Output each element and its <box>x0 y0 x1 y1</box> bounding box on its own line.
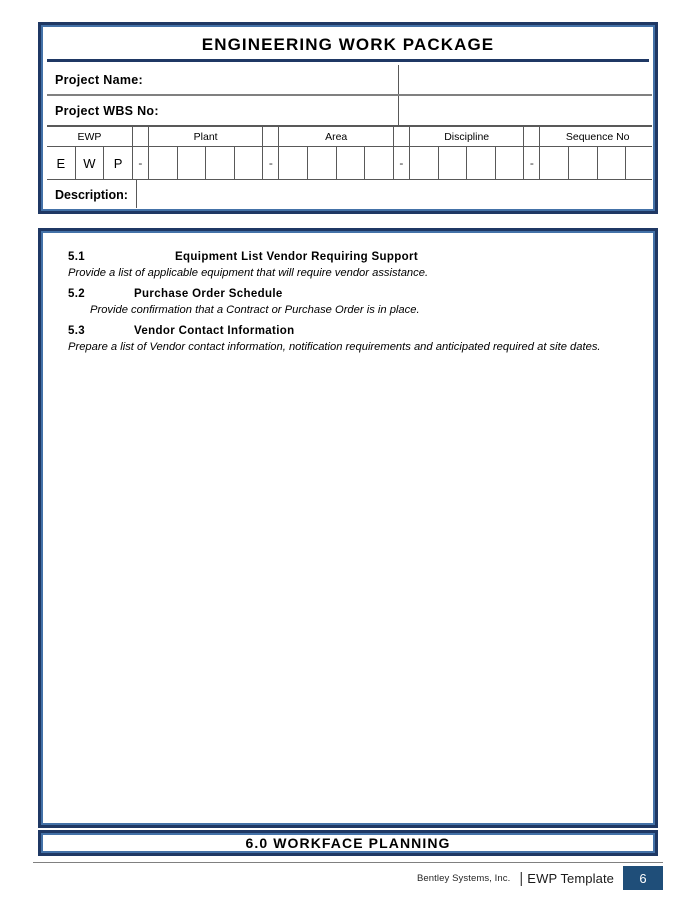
footer-bar-body <box>43 835 653 851</box>
ewp-header-block <box>38 22 658 214</box>
section-title: Purchase Order Schedule <box>134 288 283 301</box>
code-input-cell[interactable] <box>626 147 653 179</box>
section-heading <box>68 288 638 300</box>
code-column-header-spacer <box>394 127 410 146</box>
description-input[interactable] <box>137 180 653 209</box>
section-number: 5.1 <box>68 251 86 263</box>
code-input-cell[interactable] <box>598 147 627 179</box>
document-title: ENGINEERING WORK PACKAGE <box>201 35 495 54</box>
document-title-bar <box>47 31 649 62</box>
code-fixed-char: P <box>104 147 133 179</box>
section-instruction-text: Provide confirmation that a Contract or Purchase Order is in place. <box>90 304 420 317</box>
code-input-cell[interactable] <box>410 147 439 179</box>
footer-bar-inner-border <box>41 833 655 853</box>
code-input-cell[interactable] <box>279 147 308 179</box>
project-name-input[interactable] <box>399 65 653 94</box>
code-input-cell[interactable] <box>569 147 598 179</box>
code-input-cell[interactable] <box>439 147 468 179</box>
code-input-cell[interactable] <box>540 147 569 179</box>
code-input-cell[interactable] <box>178 147 207 179</box>
code-input-cell[interactable] <box>308 147 337 179</box>
footer-company-name: Bentley Systems, Inc. <box>416 872 511 884</box>
section-instruction-text: Prepare a list of Vendor contact information, notification requirements and anticipated required at site dates. <box>68 341 601 354</box>
footer-divider-rule <box>33 862 663 863</box>
ewp-code-entry-row <box>47 147 653 180</box>
project-wbs-label: Project WBS No: <box>47 96 399 125</box>
description-label: Description: <box>47 180 137 209</box>
code-input-cell[interactable] <box>337 147 366 179</box>
section-number: 5.3 <box>68 325 86 338</box>
code-column-header-area: Area <box>279 127 394 146</box>
code-input-cell[interactable] <box>149 147 178 179</box>
code-input-cell[interactable] <box>365 147 394 179</box>
code-fixed-char: W <box>76 147 105 179</box>
code-separator: - <box>524 147 540 179</box>
header-frame-inner-border <box>41 25 655 211</box>
section-heading <box>68 251 638 263</box>
code-input-cell[interactable] <box>467 147 496 179</box>
footer-document-name: EWP Template <box>527 870 614 886</box>
page-footer <box>417 866 663 890</box>
project-name-row <box>47 65 653 96</box>
section-heading <box>68 325 638 337</box>
header-frame-body <box>43 27 653 209</box>
body-frame-body <box>43 233 653 823</box>
code-column-header-spacer <box>263 127 279 146</box>
section-title: Vendor Contact Information <box>134 325 295 338</box>
next-section-bar <box>38 830 658 856</box>
code-column-header-row <box>47 126 653 147</box>
next-section-title: 6.0 WORKFACE PLANNING <box>245 835 451 851</box>
footer-separator: | <box>519 869 524 887</box>
code-separator: - <box>394 147 410 179</box>
section-instruction-text: Provide a list of applicable equipment that will require vendor assistance. <box>68 267 429 279</box>
code-separator: - <box>263 147 279 179</box>
project-wbs-row <box>47 96 653 126</box>
code-column-header-spacer <box>133 127 149 146</box>
code-column-header-plant: Plant <box>149 127 264 146</box>
code-separator: - <box>133 147 149 179</box>
section-list <box>68 244 638 361</box>
page-number-badge: 6 <box>623 866 663 890</box>
code-input-cell[interactable] <box>496 147 525 179</box>
code-input-cell[interactable] <box>235 147 264 179</box>
ewp-body-block <box>38 228 658 828</box>
code-column-header-ewp: EWP <box>47 127 133 146</box>
code-column-header-sequence-no: Sequence No <box>565 130 630 143</box>
project-wbs-input[interactable] <box>399 96 653 125</box>
body-frame-inner-border <box>41 231 655 825</box>
section-title: Equipment List Vendor Requiring Support <box>175 251 419 263</box>
code-fixed-char: E <box>47 147 76 179</box>
code-input-cell[interactable] <box>206 147 235 179</box>
description-row <box>47 180 653 209</box>
section-number: 5.2 <box>68 288 86 301</box>
ewp-identification-table <box>47 65 653 209</box>
code-column-header-discipline: Discipline <box>410 127 525 146</box>
code-column-header-spacer <box>524 127 540 146</box>
project-name-label: Project Name: <box>47 65 399 94</box>
